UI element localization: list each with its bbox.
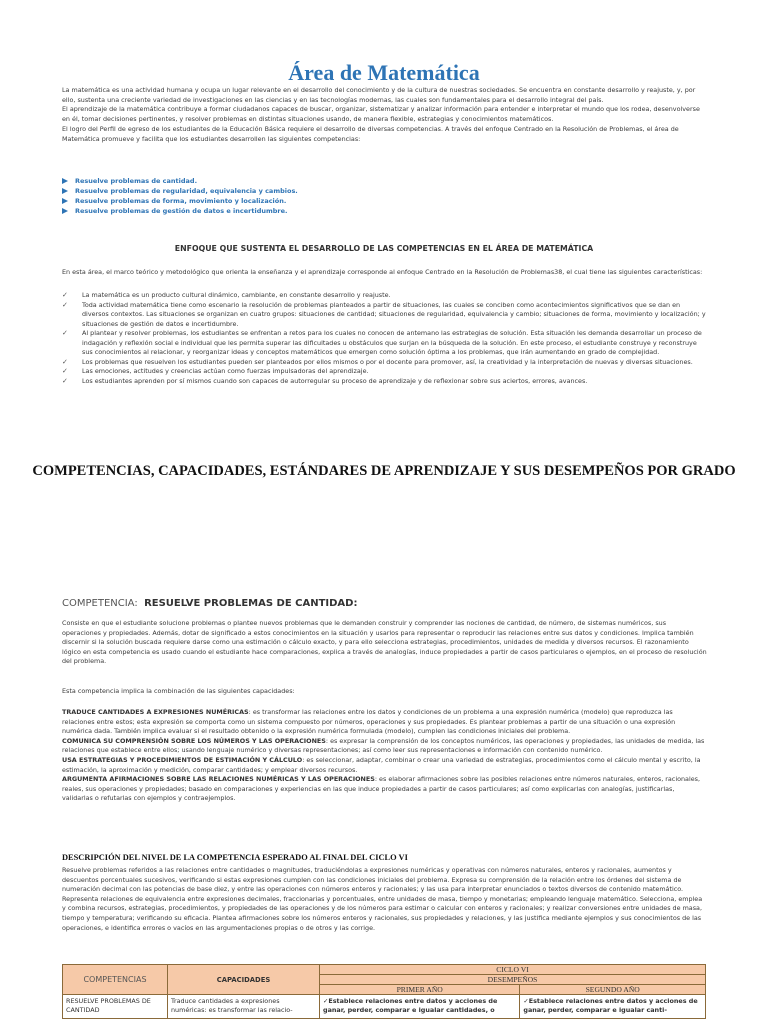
header-competencias: COMPETENCIAS [63,965,168,995]
check-icon: ✓ [62,300,68,309]
ciclo-description [62,866,707,933]
ciclo-heading: DESCRIPCIÓN DEL NIVEL DE LA COMPETENCIA ESPERADO AL FINAL DEL CICLO VI [62,853,408,862]
arrow-bullet-icon [62,208,68,214]
check-icon: ✓ [62,291,68,299]
check-icon: ✓ [62,329,68,337]
enfoque-heading: ENFOQUE QUE SUSTENTA EL DESARROLLO DE LAS COMPETENCIAS EN EL ÁREA DE MATEMÁTICA [174,244,594,253]
check-icon: ✓ [62,367,68,375]
header-capacidades: CAPACIDADES [168,965,320,995]
check-icon: ✓ [523,997,529,1005]
intro-paragraph: La matemática es una actividad humana y ocupa un lugar relevante en el desarrollo del conocimiento y de la cultura de nuestras sociedades. Se encuentra en constante desarrollo y reajuste, y, por ello, sustenta una creciente variedad de investigaciones en las ciencias y en las tecnologías modernas, las cuales son fundamentales para el desarrollo integral del país. [62,86,696,104]
page-title: Área de Matemática [288,60,480,85]
competencia-implica: Esta competencia implica la combinación de las siguientes capacidades: [62,687,295,695]
arrow-bullet-icon [62,178,68,184]
competencia-prefix: COMPETENCIA: [62,598,138,609]
table-cell: ✓Establece relaciones entre datos y acciones de ganar, perder, comparar e igualar canti- [520,995,706,1019]
intro-section [62,86,707,144]
competencias-list [62,176,702,216]
check-icon: ✓ [62,357,68,366]
list-item: Resuelve problemas de gestión de datos e incertidumbre. [62,206,702,216]
capacidad-item: ARGUMENTA AFIRMACIONES SOBRE LAS RELACIONES NUMÉRICAS Y LAS OPERACIONES: es elaborar afirmaciones sobre las posibles relaciones entre números naturales, enteros, racionales, reales, sus operaciones y propiedades; basado en comparaciones y experiencias en las que induce propiedades a partir de casos particulares; así como explicarlas con analogías, justificarlas, validarlas o refutarlas con ejemplos y contraejemplos. [62,775,701,803]
header-segundo-ano: SEGUNDO AÑO [520,985,706,995]
list-item: ✓ Toda actividad matemática tiene como escenario la resolución de problemas planteados a partir de situaciones, las cuales se conciben como acontecimientos significativos que se dan en diversos contextos. Las situaciones se organizan en cuatro grupos: situaciones de cantidad; situaciones de regularidad, equivalencia y cambio; situaciones de forma, movimiento y localización; y situaciones de gestión de datos e incertidumbre. [62,300,706,328]
desempenos-table [62,964,706,1019]
enfoque-list [62,291,707,386]
capacidad-item: USA ESTRATEGIAS Y PROCEDIMIENTOS DE ESTIMACIÓN Y CÁLCULO: es seleccionar, adaptar, combinar o crear una variedad de estrategias, procedimientos como el cálculo mental y escrito, la estimación, la aproximación y medición, comparar cantidades; y emplear diversos recursos. [62,755,701,774]
list-item: ✓ La matemática es un producto cultural dinámico, cambiante, en constante desarrollo y reajuste. [62,291,391,299]
arrow-bullet-icon [62,198,68,204]
capacidad-item: COMUNICA SU COMPRENSIÓN SOBRE LOS NÚMEROS Y LAS OPERACIONES: es expresar la comprensión de los conceptos numéricos, las operaciones y propiedades, las unidades de medida, las relaciones que establece entre ellos; usando lenguaje numérico y diversas representaciones; así como leer sus representaciones e información con contenido numérico. [62,736,705,755]
check-icon: ✓ [62,376,68,385]
competencia-name: RESUELVE PROBLEMAS DE CANTIDAD: [144,598,358,609]
enfoque-intro: En esta área, el marco teórico y metodológico que orienta la enseñanza y el aprendizaje corresponde al enfoque Centrado en la Resolución de Problemas38, el cual tiene las siguientes características: [62,268,703,276]
table-cell: Traduce cantidades a expresiones numéricas: es transformar las relacio- [168,995,320,1019]
table-cell: RESUELVE PROBLEMAS DE CANTIDAD [63,995,168,1019]
list-item: ✓ Las emociones, actitudes y creencias actúan como fuerzas impulsadoras del aprendizaje. [62,367,369,375]
list-item: Resuelve problemas de forma, movimiento y localización. [62,196,702,206]
table-row [63,995,706,1019]
header-ciclo: CICLO VI [320,965,706,975]
list-item: Resuelve problemas de cantidad. [62,176,702,186]
ciclo-paragraph: Resuelve problemas referidos a las relaciones entre cantidades o magnitudes, traduciéndolas a expresiones numéricas y operativas con números naturales, enteros y racionales, aumentos y descuentos porcentuales sucesivos, verificando si estas expresiones cumplen con las condiciones iniciales del problema. Expresa su comprensión de la relación entre los órdenes del sistema de numeración decimal con las potencias de base diez, y entre las operaciones con números enteros y racionales; y las usa para interpretar enunciados o textos diversos de contenido matemático. [62,866,684,894]
check-icon: ✓ [323,997,329,1005]
competencia-description: Consiste en que el estudiante solucione problemas o plantee nuevos problemas que le demanden construir y comprender las nociones de cantidad, de número, de sistemas numéricos, sus operaciones y propiedades. Además, dotar de significado a estos conocimientos en la situación y usarlos para representar o reproducir las relaciones entre sus datos y condiciones. Implica también discernir si la solución buscada requiere darse como una estimación o cálculo exacto, y para ello selecciona estrategias, procedimientos, unidades de medida y diversos recursos. El razonamiento lógico en esta competencia es usado cuando el estudiante hace comparaciones, explica a través de analogías, induce propiedades a partir de casos particulares o ejemplos, en el proceso de resolución del problema. [62,619,707,666]
section-title: COMPETENCIAS, CAPACIDADES, ESTÁNDARES DE APRENDIZAJE Y SUS DESEMPEÑOS POR GRADO [32,463,736,479]
list-item: ✓ Los estudiantes aprenden por sí mismos cuando son capaces de autorregular su proceso de aprendizaje y de reflexionar sobre sus aciertos, errores, avances. [62,376,588,385]
list-item: ✓ Los problemas que resuelven los estudiantes pueden ser planteados por ellos mismos o por el docente para promover, así, la creatividad y la interpretación de nuevas y diversas situaciones. [62,357,693,366]
intro-paragraph: El aprendizaje de la matemática contribuye a formar ciudadanos capaces de buscar, organizar, sistematizar y analizar información para entender e interpretar el mundo que los rodea, desenvolverse en él, tomar decisiones pertinentes, y resolver problemas en distintas situaciones usando, de manera flexible, estrategias y conocimientos matemáticos. [62,105,700,124]
header-desempenos: DESEMPEÑOS [320,975,706,985]
header-primer-ano: PRIMER AÑO [320,985,520,995]
list-item: Resuelve problemas de regularidad, equivalencia y cambios. [62,186,702,196]
list-item: ✓ Al plantear y resolver problemas, los estudiantes se enfrentan a retos para los cuales no conocen de antemano las estrategias de solución. Esta situación les demanda desarrollar un proceso de indagación y reflexión social e individual que les permita superar las dificultades u obstáculos que surjan en la búsqueda de la solución. En este proceso, el estudiante construye y reconstruye sus conocimientos al relacionar, y reorganizar ideas y conceptos matemáticos que emergen como solución óptima a los problemas, que irán aumentando en grado de complejidad. [62,329,702,356]
table-cell: ✓Establece relaciones entre datos y acciones de ganar, perder, comparar e igualar cantidades, o [320,995,520,1019]
capacidad-item: TRADUCE CANTIDADES A EXPRESIONES NUMÉRICAS: es transformar las relaciones entre los datos y condiciones de un problema a una expresión numérica (modelo) que reproduzca las relaciones entre estos; esta expresión se comporta como un sistema compuesto por números, operaciones y sus propiedades. Es plantear problemas a partir de una situación o una expresión numérica dada. También implica evaluar si el resultado obtenido o la expresión numérica formulada (modelo), cumplen las condiciones iniciales del problema. [62,708,676,736]
arrow-bullet-icon [62,188,68,194]
intro-paragraph: El logro del Perfil de egreso de los estudiantes de la Educación Básica requiere el desarrollo de diversas competencias. A través del enfoque Centrado en la Resolución de Problemas, el área de Matemática promueve y facilita que los estudiantes desarrollen las siguientes competencias: [62,124,679,143]
competencia-heading [62,598,357,609]
capacidades-list [62,708,707,804]
ciclo-paragraph: Representa relaciones de equivalencia entre expresiones decimales, fraccionarias y porcentuales, entre unidades de masa, tiempo y monetarias; empleando lenguaje matemático. Selecciona, emplea y combina recursos, estrategias, procedimientos, y propiedades de las operaciones y de los números para estimar o calcular con enteros y racionales; y realizar conversiones entre unidades de masa, tiempo y temperatura; verificando su eficacia. Plantea afirmaciones sobre los números enteros y racionales, sus propiedades y relaciones, y las justifica mediante ejemplos y sus conocimientos de las operaciones, e identifica errores o vacíos en las argumentaciones propias o de otros y las corrige. [62,894,703,932]
